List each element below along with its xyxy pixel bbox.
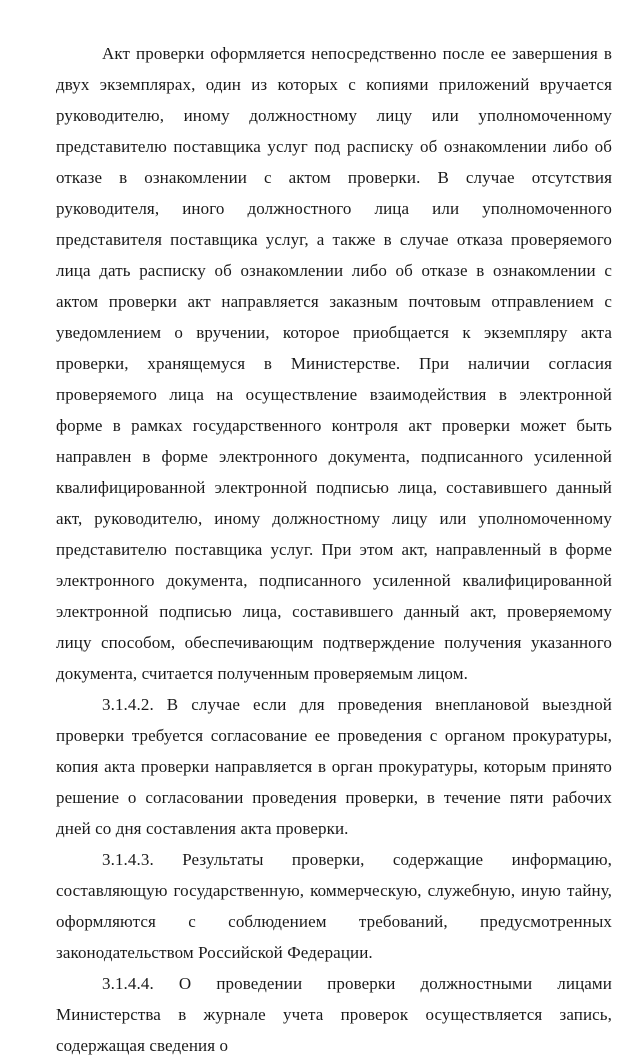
- paragraph-3-1-4-2: 3.1.4.2. В случае если для проведения внеплановой выездной проверки требуется согласование ее проведения с органом прокуратуры, копия акта проверки направляется в орган прокуратуры, которым принято решение о согласовании проведения проверки, в течение пяти рабочих дней со дня составления акта проверки.: [56, 695, 612, 838]
- paragraph-act-of-inspection: Акт проверки оформляется непосредственно после ее завершения в двух экземплярах, один из которых с копиями приложений вручается руководителю, иному должностному лицу или уполномоченному представителю поставщика услуг под расписку об ознакомлении либо об отказе в ознакомлении с актом проверки. В случае отсутствия руководителя, иного должностного лица или уполномоченного представителя поставщика услуг, а также в случае отказа проверяемого лица дать расписку об ознакомлении либо об отказе в ознакомлении с актом проверки акт направляется заказным почтовым отправлением с уведомлением о вручении, которое приобщается к экземпляру акта проверки, хранящемуся в Министерстве. При наличии согласия проверяемого лица на осуществление взаимодействия в электронной форме в рамках государственного контроля акт проверки может быть направлен в форме электронного документа, подписанного усиленной квалифицированной электронной подписью лица, составившего данный акт, руководителю, иному должностному лицу или уполномоченному представителю поставщика услуг. При этом акт, направленный в форме электронного документа, подписанного усиленной квалифицированной электронной подписью лица, составившего данный акт, проверяемому лицу способом, обеспечивающим подтверждение получения указанного документа, считается полученным проверяемым лицом.: [56, 44, 612, 683]
- paragraph-3-1-4-3: 3.1.4.3. Результаты проверки, содержащие информацию, составляющую государственную, коммерческую, служебную, иную тайну, оформляются с соблюдением требований, предусмотренных законодательством Российской Федерации.: [56, 850, 612, 962]
- document-body: [56, 38, 612, 1061]
- paragraph-3-1-4-4: 3.1.4.4. О проведении проверки должностными лицами Министерства в журнале учета проверок осуществляется запись, содержащая сведения о: [56, 974, 612, 1055]
